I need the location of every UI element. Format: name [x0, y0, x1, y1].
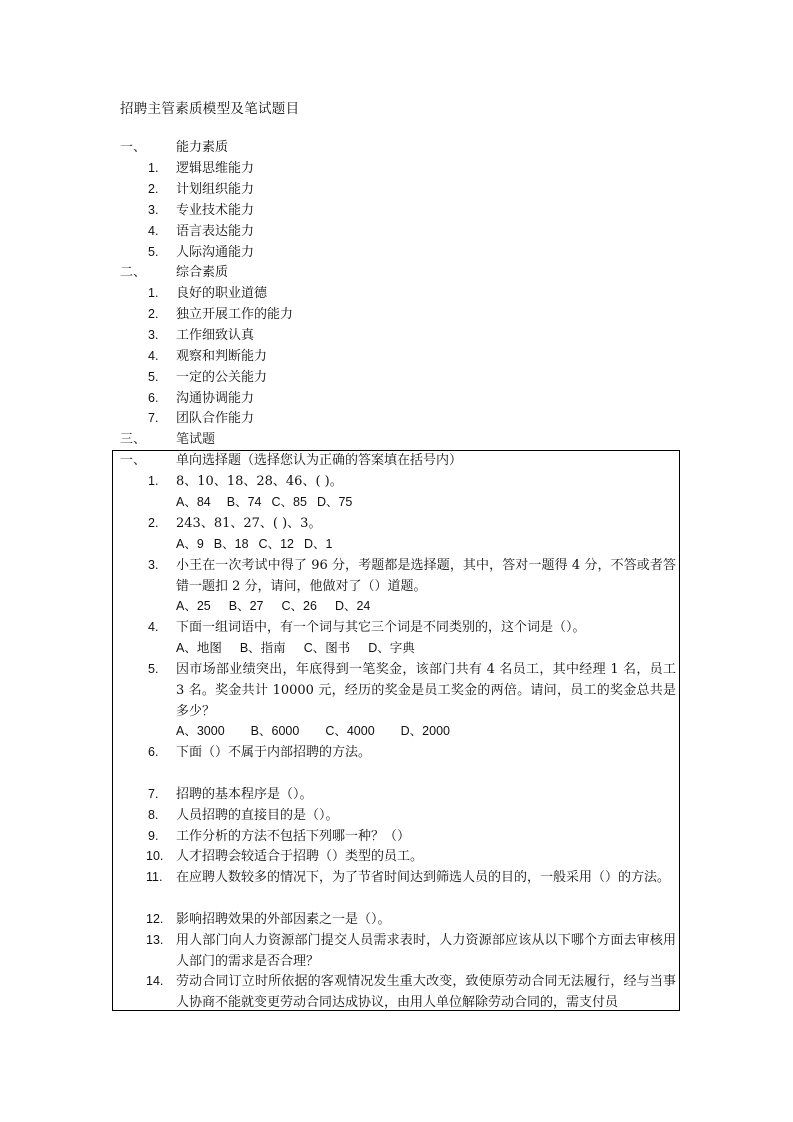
item-number: 3.	[148, 328, 159, 342]
option-c: C、图书	[303, 641, 351, 655]
option-a: A、地图	[176, 641, 222, 655]
options-line	[176, 596, 380, 617]
option-c: C、85	[271, 495, 307, 509]
exam-title: 单向选择题（选择您认为正确的答案填在括号内）	[176, 453, 463, 468]
option-c: C、26	[281, 599, 317, 613]
question-number: 13.	[146, 933, 164, 947]
item-text: 人际沟通能力	[176, 245, 255, 260]
item-text: 专业技术能力	[176, 203, 255, 218]
item-number: 2.	[148, 307, 159, 321]
item-text: 沟通协调能力	[176, 391, 255, 406]
option-d: D、24	[334, 599, 371, 613]
option-a: A、25	[176, 599, 211, 613]
option-d: D、2000	[400, 724, 450, 738]
option-a: A、9	[176, 537, 204, 551]
section-title: 能力素质	[176, 140, 229, 155]
option-b: B、18	[213, 537, 249, 551]
question-text: 在应聘人数较多的情况下，为了节省时间达到筛选人员的目的，一般采用（）的方法。	[176, 870, 671, 885]
item-text: 语言表达能力	[176, 224, 255, 239]
options-line	[176, 638, 425, 659]
question-text: 8、10、18、28、46、( )。	[176, 474, 343, 489]
option-b: B、6000	[250, 724, 300, 738]
section-index: 二、	[120, 265, 147, 280]
item-number: 1.	[148, 286, 159, 300]
item-text: 独立开展工作的能力	[176, 307, 294, 322]
question-number: 8.	[148, 808, 159, 822]
question-text: 人员招聘的直接目的是（）。	[176, 808, 339, 823]
section-title: 笔试题	[176, 432, 216, 447]
item-text: 团队合作能力	[176, 411, 255, 426]
option-c: C、4000	[325, 724, 375, 738]
section-title: 综合素质	[176, 265, 229, 280]
option-b: B、指南	[239, 641, 286, 655]
question-text: 小王在一次考试中得了 96 分，考题都是选择题，其中，答对一题得 4 分，不答或者答错一题扣 2 分，请问，他做对了（）道题。	[176, 558, 676, 594]
section-index: 三、	[120, 432, 147, 447]
option-d: D、1	[303, 537, 333, 551]
question-number: 11.	[146, 870, 163, 884]
item-number: 1.	[148, 161, 159, 175]
question-number: 7.	[148, 787, 159, 801]
question-text: 下面（）不属于内部招聘的方法。	[176, 745, 372, 760]
section-index: 一、	[120, 140, 147, 155]
option-d: D、字典	[368, 641, 415, 655]
item-text: 计划组织能力	[176, 182, 255, 197]
question-number: 9.	[148, 829, 159, 843]
question-text: 人才招聘会较适合于招聘（）类型的员工。	[176, 849, 424, 864]
question-number: 12.	[146, 912, 164, 926]
question-number: 14.	[146, 974, 164, 988]
item-number: 3.	[148, 203, 159, 217]
option-a: A、3000	[176, 724, 225, 738]
options-line	[176, 721, 476, 742]
option-c: C、12	[258, 537, 294, 551]
question-text: 影响招聘效果的外部因素之一是（）。	[176, 912, 391, 927]
option-d: D、75	[316, 495, 353, 509]
item-number: 2.	[148, 182, 159, 196]
question-text: 劳动合同订立时所依据的客观情况发生重大改变，致使原劳动合同无法履行，经与当事人协商不能就变更劳动合同达成协议，由用人单位解除劳动合同的，需支付员	[176, 974, 676, 1010]
document-title: 招聘主管素质模型及笔试题目	[120, 101, 300, 117]
question-text: 243、81、27、( )、3。	[176, 516, 322, 531]
question-text: 工作分析的方法不包括下列哪一种？（）	[176, 829, 411, 844]
item-text: 观察和判断能力	[176, 349, 268, 364]
question-number: 5.	[148, 662, 159, 676]
question-text: 因市场部业绩突出，年底得到一笔奖金，该部门共有 4 名员工，其中经理 1 名，员工 3 名。奖金共计 10000 元，经历的奖金是员工奖金的两倍。请问，员工的奖金总共是多少？	[176, 662, 676, 719]
option-b: B、27	[228, 599, 264, 613]
item-text: 逻辑思维能力	[176, 161, 255, 176]
question-text: 招聘的基本程序是（）。	[176, 787, 313, 802]
question-number: 6.	[148, 745, 159, 759]
question-text: 下面一组词语中，有一个词与其它三个词是不同类别的，这个词是（）。	[176, 620, 586, 635]
option-b: B、74	[226, 495, 262, 509]
options-line	[176, 492, 362, 513]
option-a: A、84	[176, 495, 211, 509]
question-number: 10.	[146, 849, 164, 863]
question-number: 1.	[148, 474, 159, 488]
options-line	[176, 534, 342, 555]
item-number: 6.	[148, 391, 159, 405]
question-number: 4.	[148, 620, 159, 634]
item-number: 7.	[148, 411, 159, 425]
item-text: 工作细致认真	[176, 328, 255, 343]
exam-index: 一、	[120, 453, 147, 468]
item-number: 5.	[148, 245, 159, 259]
item-text: 良好的职业道德	[176, 286, 268, 301]
item-number: 4.	[148, 224, 159, 238]
question-number: 3.	[148, 558, 159, 572]
item-number: 4.	[148, 349, 159, 363]
item-text: 一定的公关能力	[176, 370, 268, 385]
item-number: 5.	[148, 370, 159, 384]
question-number: 2.	[148, 516, 159, 530]
question-text: 用人部门向人力资源部门提交人员需求表时，人力资源部应该从以下哪个方面去审核用人部门的需求是否合理？	[176, 933, 676, 969]
